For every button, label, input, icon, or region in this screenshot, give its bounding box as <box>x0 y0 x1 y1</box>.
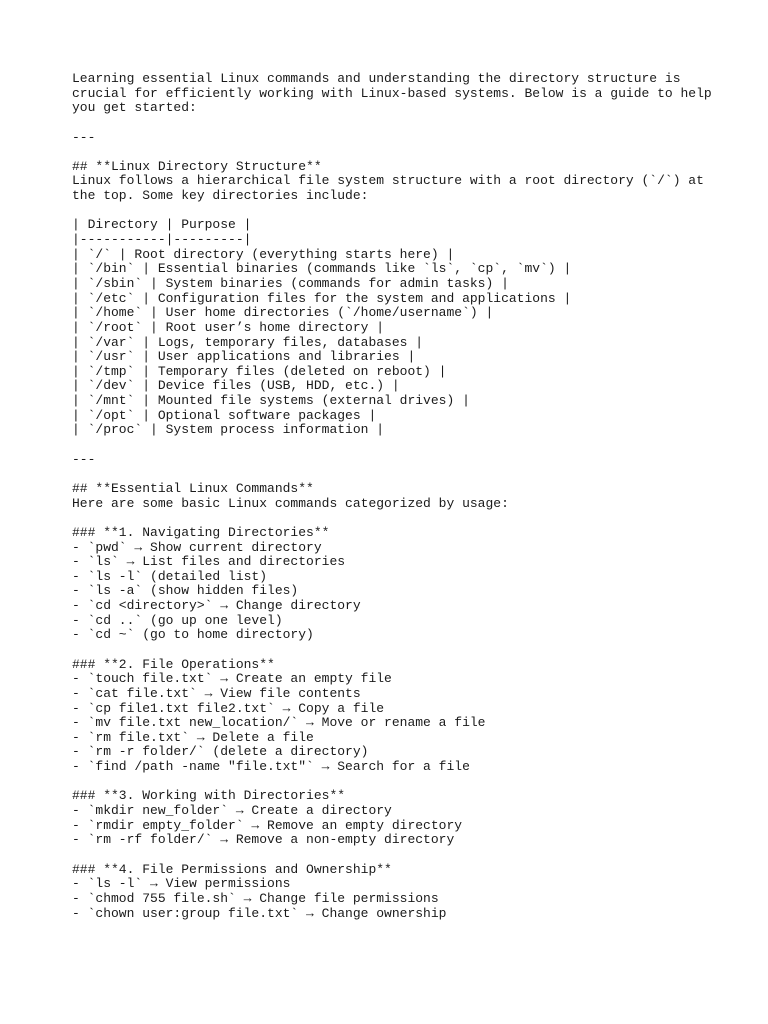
table-row: | `/sbin` | System binaries (commands for admin tasks) | <box>72 275 509 291</box>
blank-line <box>72 116 708 131</box>
blank-line <box>72 848 708 863</box>
table-row: | `/tmp` | Temporary files (deleted on reboot) | <box>72 363 447 379</box>
blank-line <box>72 204 708 219</box>
list-item: - `mkdir new_folder` → Create a directory <box>72 803 392 819</box>
section-heading-directory-structure: ## **Linux Directory Structure** <box>72 158 322 174</box>
list-item: - `touch file.txt` → Create an empty file <box>72 671 392 687</box>
list-item: - `cd ..` (go up one level) <box>72 612 283 628</box>
paragraph-line: Here are some basic Linux commands categorized by usage: <box>72 495 509 511</box>
paragraph-line: Linux follows a hierarchical file system structure with a root directory (`/`) at <box>72 173 704 189</box>
blank-line <box>72 511 708 526</box>
table-row: | `/var` | Logs, temporary files, databases | <box>72 334 424 350</box>
table-row: | `/mnt` | Mounted file systems (external drives) | <box>72 393 470 409</box>
subheading-navigating-directories: ### **1. Navigating Directories** <box>72 524 330 540</box>
table-separator-row: |-----------|---------| <box>72 232 252 248</box>
horizontal-rule: --- <box>72 129 96 145</box>
blank-line <box>72 643 708 658</box>
list-item: - `find /path -name "file.txt"` → Search for a file <box>72 759 470 775</box>
list-item: - `cd <directory>` → Change directory <box>72 598 361 614</box>
blank-line <box>72 775 708 790</box>
list-item: - `ls -l` → View permissions <box>72 876 291 892</box>
table-row: | `/opt` | Optional software packages | <box>72 407 377 423</box>
blank-line <box>72 438 708 453</box>
list-item: - `mv file.txt new_location/` → Move or rename a file <box>72 715 486 731</box>
table-row: | `/` | Root directory (everything starts here) | <box>72 246 455 262</box>
list-item: - `rm file.txt` → Delete a file <box>72 729 314 745</box>
table-row: | `/root` | Root user’s home directory | <box>72 319 385 335</box>
list-item: - `ls` → List files and directories <box>72 554 346 570</box>
table-row: | `/etc` | Configuration files for the system and applications | <box>72 290 572 306</box>
intro-line-2: crucial for efficiently working with Linux-based systems. Below is a guide to help <box>72 85 712 101</box>
list-item: - `ls -l` (detailed list) <box>72 568 268 584</box>
list-item: - `cd ~` (go to home directory) <box>72 627 314 643</box>
list-item: - `cp file1.txt file2.txt` → Copy a file <box>72 700 385 716</box>
blank-line <box>72 145 708 160</box>
table-row: | `/home` | User home directories (`/home/username`) | <box>72 305 494 321</box>
intro-line-3: you get started: <box>72 100 197 116</box>
list-item: - `rm -r folder/` (delete a directory) <box>72 744 369 760</box>
subheading-working-with-directories: ### **3. Working with Directories** <box>72 788 346 804</box>
list-item: - `pwd` → Show current directory <box>72 539 322 555</box>
subheading-file-permissions: ### **4. File Permissions and Ownership** <box>72 861 392 877</box>
list-item: - `chmod 755 file.sh` → Change file permissions <box>72 890 439 906</box>
table-row: | `/proc` | System process information | <box>72 422 385 438</box>
table-row: | `/bin` | Essential binaries (commands like `ls`, `cp`, `mv`) | <box>72 261 572 277</box>
subheading-file-operations: ### **2. File Operations** <box>72 656 275 672</box>
section-heading-essential-commands: ## **Essential Linux Commands** <box>72 480 314 496</box>
table-header-row: | Directory | Purpose | <box>72 217 252 233</box>
list-item: - `chown user:group file.txt` → Change ownership <box>72 905 447 921</box>
list-item: - `rm -rf folder/` → Remove a non-empty directory <box>72 832 455 848</box>
horizontal-rule: --- <box>72 451 96 467</box>
table-row: | `/dev` | Device files (USB, HDD, etc.) | <box>72 378 400 394</box>
list-item: - `ls -a` (show hidden files) <box>72 583 299 599</box>
blank-line <box>72 467 708 482</box>
intro-line-1: Learning essential Linux commands and understanding the directory structure is <box>72 71 681 86</box>
list-item: - `rmdir empty_folder` → Remove an empty directory <box>72 817 463 833</box>
list-item: - `cat file.txt` → View file contents <box>72 685 361 701</box>
table-row: | `/usr` | User applications and libraries | <box>72 349 416 365</box>
paragraph-line: the top. Some key directories include: <box>72 188 369 204</box>
